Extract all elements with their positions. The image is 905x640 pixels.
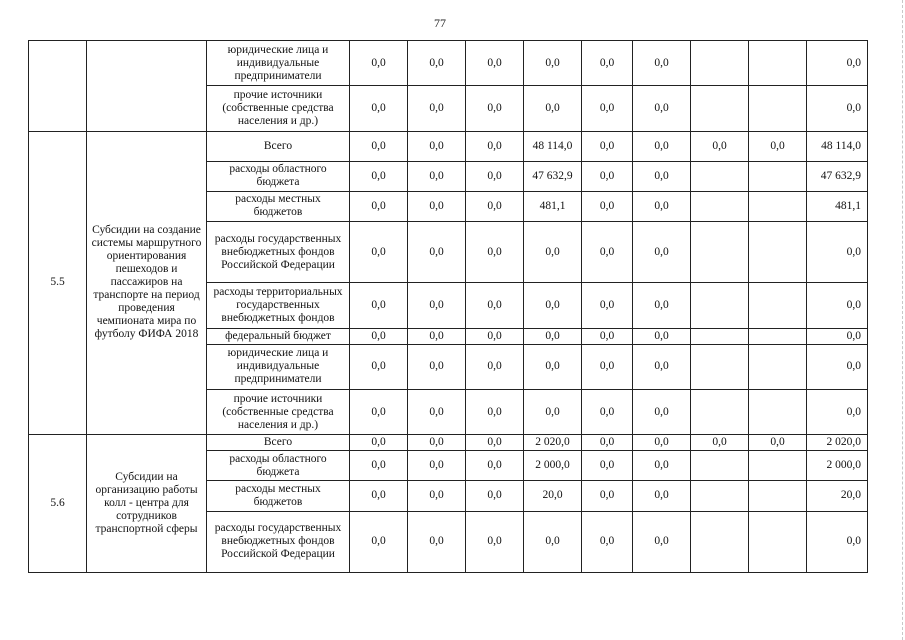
value-cell: 0,0	[350, 389, 408, 434]
value-cell: 0,0	[749, 131, 807, 161]
total-cell: 20,0	[807, 481, 868, 511]
total-cell: 2 020,0	[807, 435, 868, 451]
value-cell: 0,0	[408, 283, 466, 328]
value-cell: 0,0	[466, 511, 524, 572]
value-cell: 0,0	[350, 283, 408, 328]
value-cell	[691, 344, 749, 389]
value-cell: 0,0	[408, 221, 466, 282]
value-cell: 0,0	[350, 328, 408, 344]
value-cell: 0,0	[633, 511, 691, 572]
value-cell: 0,0	[633, 191, 691, 221]
value-cell: 0,0	[466, 41, 524, 86]
value-cell	[691, 191, 749, 221]
value-cell: 0,0	[350, 451, 408, 481]
value-cell: 0,0	[749, 435, 807, 451]
value-cell: 0,0	[582, 283, 633, 328]
total-cell: 48 114,0	[807, 131, 868, 161]
value-cell: 0,0	[466, 131, 524, 161]
funding-source-cell: Всего	[207, 435, 350, 451]
value-cell: 0,0	[408, 451, 466, 481]
value-cell: 0,0	[582, 161, 633, 191]
value-cell: 0,0	[466, 86, 524, 131]
value-cell: 0,0	[582, 435, 633, 451]
total-cell: 0,0	[807, 328, 868, 344]
value-cell: 47 632,9	[524, 161, 582, 191]
value-cell: 0,0	[408, 161, 466, 191]
funding-source-cell: расходы государственных внебюджетных фондов Российской Федерации	[207, 221, 350, 282]
value-cell	[749, 221, 807, 282]
value-cell: 0,0	[524, 389, 582, 434]
value-cell: 0,0	[466, 283, 524, 328]
value-cell: 0,0	[582, 41, 633, 86]
value-cell: 0,0	[350, 344, 408, 389]
funding-source-cell: федеральный бюджет	[207, 328, 350, 344]
value-cell: 0,0	[408, 389, 466, 434]
section-name-cell: Субсидии на создание системы маршрутного ориентирования пешеходов и пассажиров на транспорте на период проведения чемпионата мира по футболу ФИФА 2018	[87, 131, 207, 435]
value-cell: 0,0	[408, 435, 466, 451]
value-cell	[749, 481, 807, 511]
value-cell	[749, 86, 807, 131]
value-cell	[749, 451, 807, 481]
funding-source-cell: юридические лица и индивидуальные предприниматели	[207, 344, 350, 389]
section-index-cell: 5.5	[29, 131, 87, 435]
value-cell: 0,0	[582, 481, 633, 511]
page-edge-line	[902, 0, 903, 640]
value-cell: 0,0	[524, 86, 582, 131]
funding-source-cell: расходы государственных внебюджетных фондов Российской Федерации	[207, 511, 350, 572]
value-cell	[749, 344, 807, 389]
value-cell: 0,0	[408, 191, 466, 221]
value-cell: 0,0	[524, 221, 582, 282]
value-cell: 0,0	[582, 131, 633, 161]
value-cell	[749, 161, 807, 191]
value-cell: 0,0	[350, 435, 408, 451]
value-cell	[691, 451, 749, 481]
value-cell: 0,0	[466, 328, 524, 344]
value-cell: 0,0	[466, 435, 524, 451]
total-cell: 0,0	[807, 511, 868, 572]
funding-source-cell: прочие источники (собственные средства населения и др.)	[207, 389, 350, 434]
total-cell: 0,0	[807, 283, 868, 328]
value-cell	[749, 41, 807, 86]
value-cell: 0,0	[582, 389, 633, 434]
value-cell	[691, 41, 749, 86]
value-cell: 0,0	[582, 191, 633, 221]
value-cell: 0,0	[633, 161, 691, 191]
total-cell: 0,0	[807, 389, 868, 434]
funding-source-cell: расходы местных бюджетов	[207, 481, 350, 511]
value-cell: 0,0	[408, 131, 466, 161]
value-cell	[691, 283, 749, 328]
value-cell: 0,0	[524, 511, 582, 572]
total-cell: 0,0	[807, 221, 868, 282]
value-cell: 0,0	[466, 161, 524, 191]
section-index-cell	[29, 41, 87, 132]
value-cell: 0,0	[466, 389, 524, 434]
funding-source-cell: расходы территориальных государственных внебюджетных фондов	[207, 283, 350, 328]
total-cell: 47 632,9	[807, 161, 868, 191]
funding-source-cell: юридические лица и индивидуальные предприниматели	[207, 41, 350, 86]
value-cell: 0,0	[524, 344, 582, 389]
value-cell	[749, 328, 807, 344]
value-cell: 0,0	[633, 41, 691, 86]
total-cell: 481,1	[807, 191, 868, 221]
value-cell: 0,0	[582, 451, 633, 481]
value-cell: 0,0	[408, 511, 466, 572]
value-cell	[691, 389, 749, 434]
value-cell: 0,0	[582, 221, 633, 282]
section-name-cell: Субсидии на организацию работы колл - центра для сотрудников транспортной сферы	[87, 435, 207, 573]
value-cell: 481,1	[524, 191, 582, 221]
value-cell: 0,0	[350, 86, 408, 131]
value-cell: 0,0	[633, 221, 691, 282]
value-cell	[691, 511, 749, 572]
total-cell: 0,0	[807, 41, 868, 86]
value-cell: 2 020,0	[524, 435, 582, 451]
value-cell: 0,0	[582, 328, 633, 344]
value-cell	[691, 86, 749, 131]
value-cell: 0,0	[633, 435, 691, 451]
value-cell: 0,0	[633, 131, 691, 161]
total-cell: 2 000,0	[807, 451, 868, 481]
value-cell	[749, 389, 807, 434]
value-cell: 0,0	[633, 283, 691, 328]
section-index-cell: 5.6	[29, 435, 87, 573]
value-cell: 48 114,0	[524, 131, 582, 161]
value-cell: 0,0	[524, 283, 582, 328]
value-cell: 0,0	[408, 328, 466, 344]
funding-source-cell: расходы местных бюджетов	[207, 191, 350, 221]
value-cell: 0,0	[350, 131, 408, 161]
value-cell	[749, 283, 807, 328]
value-cell	[691, 481, 749, 511]
value-cell: 0,0	[408, 41, 466, 86]
table-row	[29, 435, 868, 451]
value-cell: 0,0	[691, 131, 749, 161]
value-cell: 0,0	[524, 41, 582, 86]
value-cell: 0,0	[633, 86, 691, 131]
page-number: 77	[434, 16, 446, 30]
value-cell: 0,0	[408, 344, 466, 389]
value-cell: 0,0	[466, 344, 524, 389]
value-cell: 0,0	[691, 435, 749, 451]
value-cell: 0,0	[633, 481, 691, 511]
value-cell: 0,0	[524, 328, 582, 344]
budget-table-body	[29, 41, 868, 573]
value-cell: 0,0	[466, 481, 524, 511]
value-cell: 0,0	[582, 344, 633, 389]
value-cell: 0,0	[582, 511, 633, 572]
value-cell: 0,0	[633, 344, 691, 389]
value-cell	[691, 161, 749, 191]
value-cell	[749, 511, 807, 572]
value-cell: 0,0	[582, 86, 633, 131]
value-cell	[749, 191, 807, 221]
total-cell: 0,0	[807, 344, 868, 389]
value-cell: 20,0	[524, 481, 582, 511]
table-row	[29, 41, 868, 86]
value-cell: 0,0	[350, 511, 408, 572]
value-cell: 0,0	[466, 221, 524, 282]
value-cell: 0,0	[350, 161, 408, 191]
section-name-cell	[87, 41, 207, 132]
value-cell: 0,0	[633, 389, 691, 434]
funding-source-cell: прочие источники (собственные средства населения и др.)	[207, 86, 350, 131]
value-cell: 0,0	[408, 86, 466, 131]
funding-source-cell: расходы областного бюджета	[207, 451, 350, 481]
value-cell	[691, 328, 749, 344]
value-cell: 2 000,0	[524, 451, 582, 481]
funding-source-cell: расходы областного бюджета	[207, 161, 350, 191]
budget-table	[28, 40, 868, 573]
value-cell	[691, 221, 749, 282]
value-cell: 0,0	[350, 481, 408, 511]
value-cell: 0,0	[466, 451, 524, 481]
value-cell: 0,0	[350, 191, 408, 221]
value-cell: 0,0	[408, 481, 466, 511]
table-row	[29, 131, 868, 161]
funding-source-cell: Всего	[207, 131, 350, 161]
value-cell: 0,0	[350, 221, 408, 282]
value-cell: 0,0	[466, 191, 524, 221]
value-cell: 0,0	[350, 41, 408, 86]
value-cell: 0,0	[633, 328, 691, 344]
value-cell: 0,0	[633, 451, 691, 481]
total-cell: 0,0	[807, 86, 868, 131]
